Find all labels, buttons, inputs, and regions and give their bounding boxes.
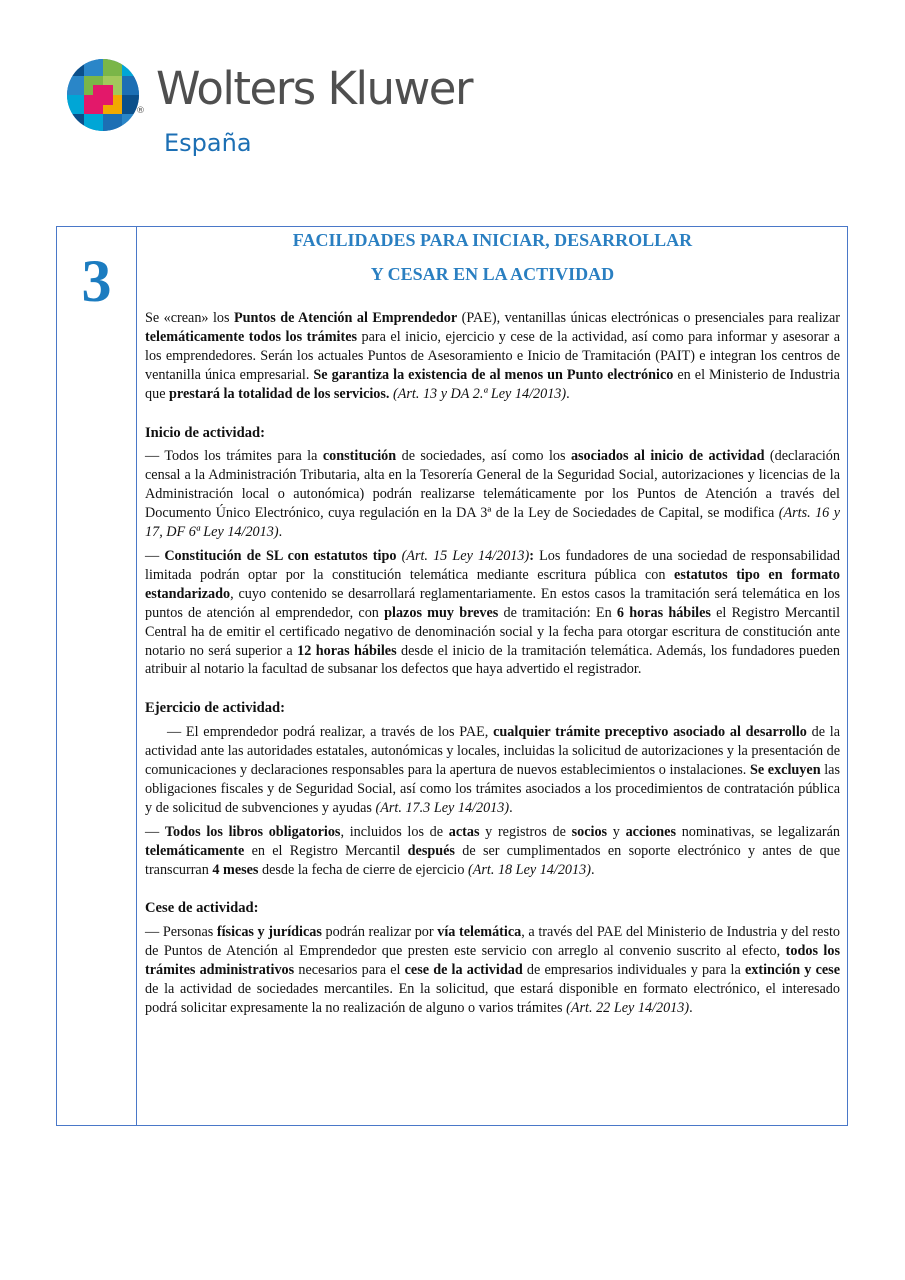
- wolters-kluwer-logo: [66, 56, 526, 166]
- section-number: 3: [81, 248, 112, 314]
- heading-cese: Cese de actividad:: [145, 900, 259, 917]
- section-title-line1: FACILIDADES PARA INICIAR, DESARROLLAR: [292, 230, 693, 250]
- heading-inicio: Inicio de actividad:: [145, 424, 265, 441]
- column-divider: [136, 227, 137, 1125]
- cese-paragraph-1: — Personas físicas y jurídicas podrán realizar por vía telemática, a través del PAE del Ministerio de Industria y del resto de Puntos de Atención al Emprendedor que presten este servicio con arreglo al convenio suscrito al efecto, todos los trámites administrativos necesarios para el cese de la actividad de empresarios individuales y para la extinción y cese de la actividad de sociedades mercantiles. En la solicitud, que estará disponible en formato electrónico, el interesado podrá solicitar expresamente la no realización de alguno o varios trámites (Art. 22 Ley 14/2013).: [145, 924, 840, 1016]
- section-frame: [56, 226, 848, 1126]
- section-content: [145, 227, 840, 1018]
- logo-subtitle: España: [164, 129, 252, 157]
- inicio-paragraph-2: — Constitución de SL con estatutos tipo (Art. 15 Ley 14/2013): Los fundadores de una sociedad de responsabilidad limitada podrán optar por la constitución telemática mediante escritura pública con estatutos tipo en formato estandarizado, cuyo contenido se desarrollará reglamentariamente. En estos casos la tramitación será telemática en los puntos de atención al emprendedor, con plazos muy breves de tramitación: En 6 horas hábiles el Registro Mercantil Central ha de emitir el certificado negativo de denominación social y la fecha para otorgar escritura de constitución ante notario no será superior a 12 horas hábiles desde el inicio de la tramitación telemática. Además, los fundadores pueden atribuir al notario la facultad de subsanar los defectos que haya advertido el registrador.: [145, 547, 841, 678]
- registered-mark: ®: [136, 106, 145, 116]
- ejercicio-paragraph-2: — Todos los libros obligatorios, incluidos los de actas y registros de socios y acciones nominativas, se legalizarán telemáticamente en el Registro Mercantil después de ser cumplimentados en soporte electrónico y antes de que transcurran 4 meses desde la fecha de cierre de ejercicio (Art. 18 Ley 14/2013).: [145, 823, 841, 878]
- heading-ejercicio: Ejercicio de actividad:: [145, 700, 285, 717]
- section-title-line2: Y CESAR EN LA ACTIVIDAD: [370, 264, 615, 284]
- logo-name: Wolters Kluwer: [156, 62, 472, 115]
- logo-mosaic-icon: [66, 58, 140, 132]
- ejercicio-paragraph-1: — El emprendedor podrá realizar, a través de los PAE, cualquier trámite preceptivo asociado al desarrollo de la actividad ante las autoridades estatales, autonómicas y locales, incluidas la solicitud de autorizaciones y la presentación de comunicaciones y declaraciones responsables para la apertura de nuevos establecimientos o instalaciones. Se excluyen las obligaciones fiscales y de Seguridad Social, así como los trámites asociados a los procedimientos de contratación pública y de solicitud de subvenciones y ayudas (Art. 17.3 Ley 14/2013).: [145, 724, 840, 816]
- inicio-paragraph-1: — Todos los trámites para la constitución de sociedades, así como los asociados al inicio de actividad (declaración censal a la Administración Tributaria, alta en la Tesorería General de la Seguridad Social, autorizaciones y licencias de la Administración local o autonómica) podrán realizarse telemáticamente por los Puntos de Atención a través del Documento Único Electrónico, cuya regulación en la DA 3ª de la Ley de Sociedades de Capital, se modifica (Arts. 16 y 17, DF 6ª Ley 14/2013).: [145, 448, 840, 541]
- intro-paragraph: Se «crean» los Puntos de Atención al Emprendedor (PAE), ventanillas únicas electrónicas o presenciales para realizar telemáticamente todos los trámites para el inicio, ejercicio y cese de la actividad, así como para informar y asesorar a los emprendedores. Serán los actuales Puntos de Asesoramiento e Inicio de Tramitación (PAIT) e integran los centros de ventanilla única empresarial. Se garantiza la existencia de al menos un Punto electrónico en el Ministerio de Industria que prestará la totalidad de los servicios. (Art. 13 y DA 2.ª Ley 14/2013).: [145, 310, 840, 402]
